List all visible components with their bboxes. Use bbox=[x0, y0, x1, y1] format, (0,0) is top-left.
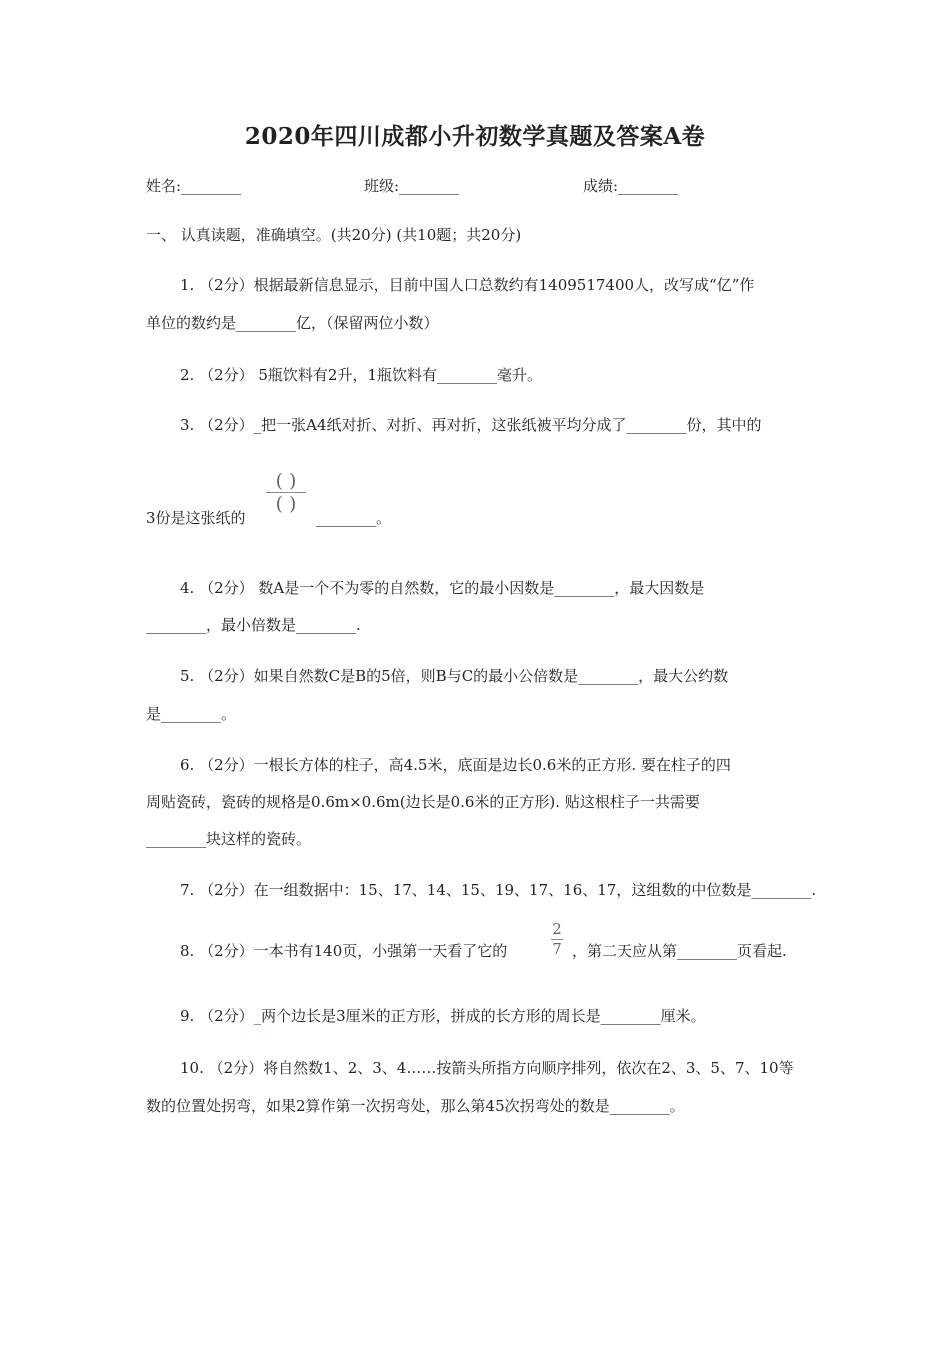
question-5-line-2: 是________。 bbox=[146, 705, 237, 723]
fraction-denominator: ( ) bbox=[275, 493, 297, 515]
question-7: 7. （2分）在一组数据中：15、17、14、15、19、17、16、17，这组数的中位数是________. bbox=[180, 881, 817, 899]
name-field: 姓名:________ bbox=[146, 177, 242, 195]
fraction-denominator: 7 bbox=[552, 940, 562, 958]
question-9-text: 两个边长是3厘米的正方形，拼成的长方形的周长是________厘米。 bbox=[261, 1007, 706, 1025]
question-4-line-2: ________，最小倍数是________. bbox=[146, 616, 361, 634]
question-4-line-1: 4. （2分） 数A是一个不为零的自然数，它的最小因数是________，最大因数是 bbox=[180, 579, 705, 597]
page-title: 2020年四川成都小升初数学真题及答案A卷 bbox=[244, 123, 706, 150]
question-3-line-2-prefix: 3份是这张纸的 bbox=[146, 509, 246, 527]
question-2: 2. （2分） 5瓶饮料有2升，1瓶饮料有________毫升。 bbox=[180, 366, 543, 384]
fraction-numerator: ( ) bbox=[275, 470, 297, 492]
two-sevenths-fraction bbox=[549, 922, 565, 957]
question-3-line-2-suffix: ________。 bbox=[316, 509, 392, 527]
question-6-line-2: 周贴瓷砖，瓷砖的规格是0.6m×0.6m(边长是0.6米的正方形). 贴这根柱子一共需要 bbox=[146, 793, 700, 811]
question-9-prefix: 9. （2分） bbox=[180, 1007, 254, 1025]
question-9-mark: _ bbox=[253, 1007, 262, 1025]
question-3-line-1: 3. （2分）_把一张A4纸对折、对折、再对折，这张纸被平均分成了________份，其中的 bbox=[180, 416, 762, 434]
question-1-line-2: 单位的数约是________亿，（保留两位小数） bbox=[146, 314, 439, 332]
section-heading: 一、 认真读题，准确填空。(共20分) (共10题；共20分) bbox=[146, 226, 522, 244]
question-10-line-1: 10. （2分）将自然数1、2、3、4……按箭头所指方向顺序排列，依次在2、3、5、7、10等 bbox=[180, 1059, 794, 1077]
question-8-prefix: 8. （2分）一本书有140页，小强第一天看了它的 bbox=[180, 942, 508, 960]
fraction-numerator: 2 bbox=[552, 920, 562, 938]
class-field: 班级:________ bbox=[364, 177, 460, 195]
question-1-line-1: 1. （2分）根据最新信息显示，目前中国人口总数约有1409517400人，改写成“亿”作 bbox=[180, 276, 755, 294]
question-6-line-1: 6. （2分）一根长方体的柱子，高4.5米，底面是边长0.6米的正方形. 要在柱子的四 bbox=[180, 756, 731, 774]
question-9 bbox=[180, 1006, 706, 1026]
blank-fraction-image bbox=[264, 470, 308, 515]
question-5-line-1: 5. （2分）如果自然数C是B的5倍，则B与C的最小公倍数是________，最大公约数 bbox=[180, 667, 729, 685]
question-6-line-3: ________块这样的瓷砖。 bbox=[146, 830, 312, 848]
score-field: 成绩:________ bbox=[583, 177, 679, 195]
question-10-line-2: 数的位置处拐弯，如果2算作第一次拐弯处，那么第45次拐弯处的数是________。 bbox=[146, 1097, 685, 1115]
question-8-suffix: ，第二天应从第________页看起. bbox=[572, 942, 787, 960]
